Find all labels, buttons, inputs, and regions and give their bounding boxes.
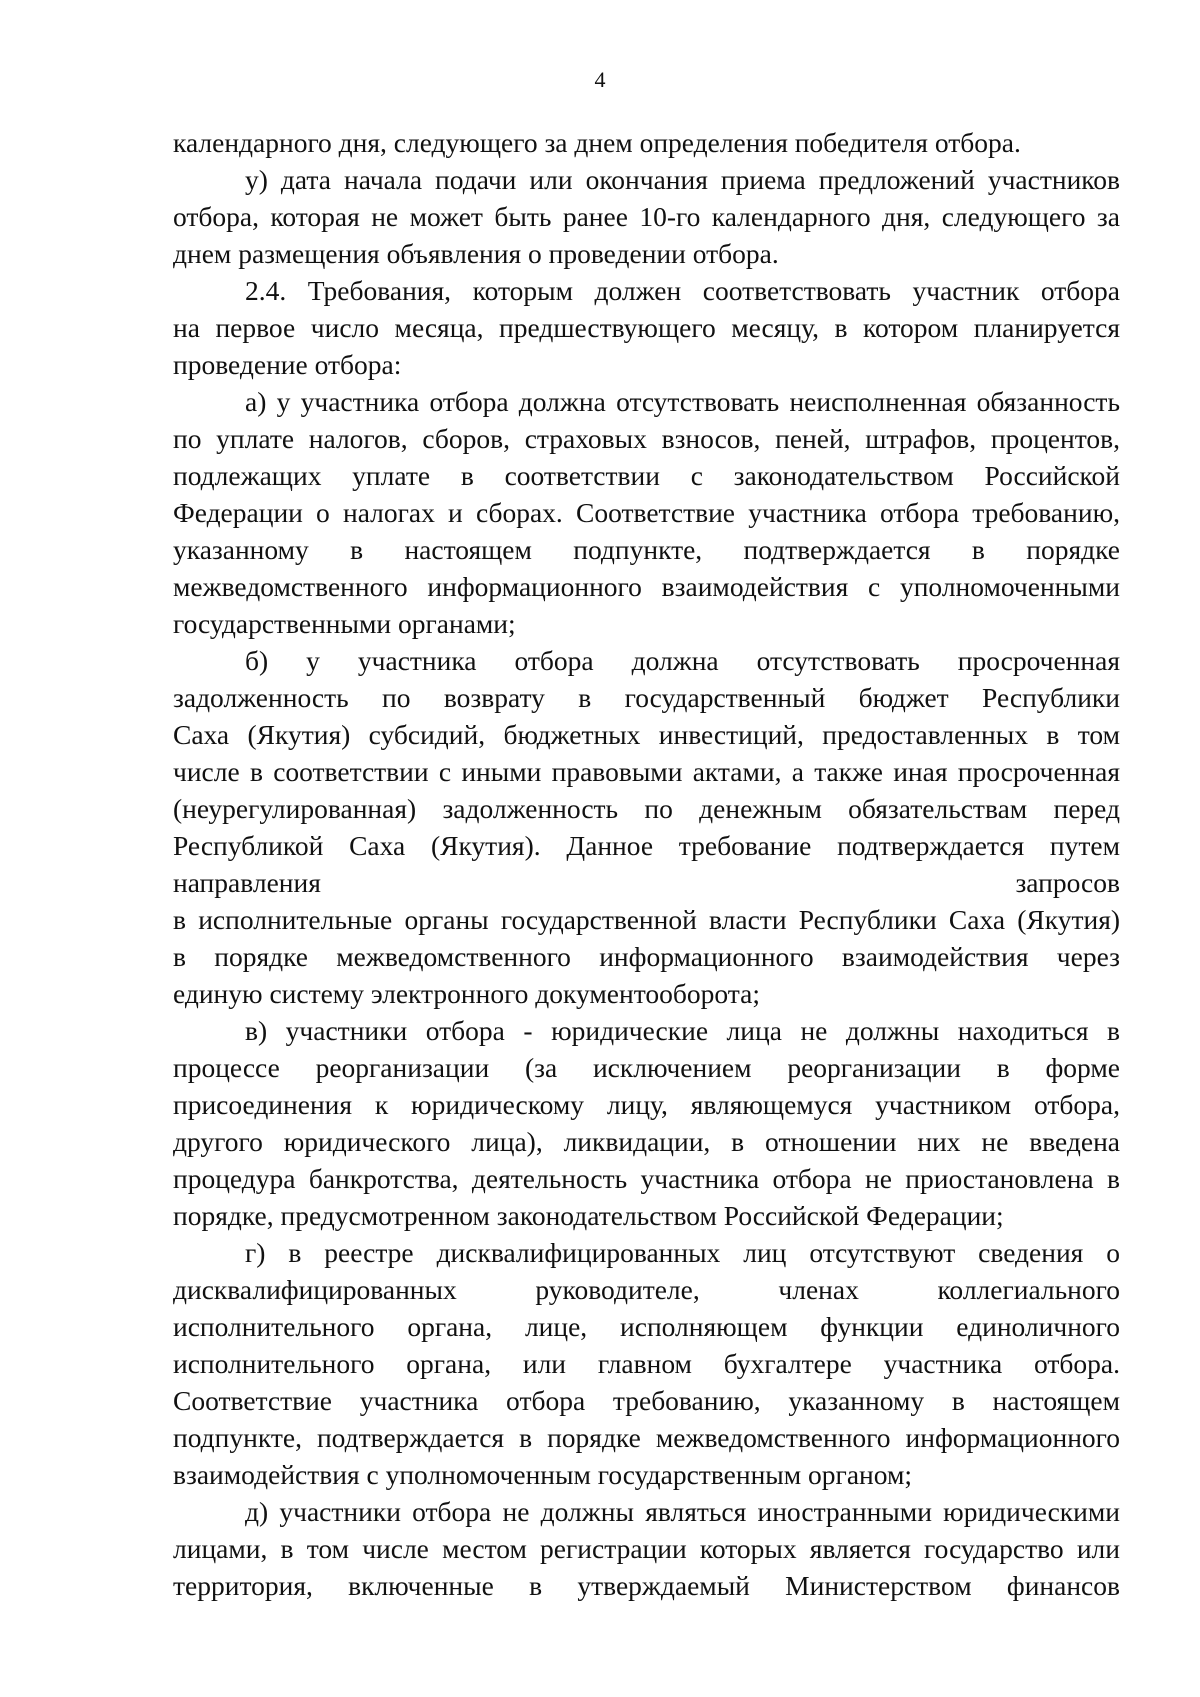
text-line: дисквалифицированных руководителе, членах коллегиального [173, 1274, 1120, 1305]
text-line: территория, включенные в утверждаемый Министерством финансов [173, 1570, 1120, 1601]
text-line: на первое число месяца, предшествующего месяцу, в котором планируется [173, 312, 1120, 343]
text-line: а) у участника отбора должна отсутствовать неисполненная обязанность [245, 386, 1120, 417]
text-line: подлежащих уплате в соответствии с законодательством Российской [173, 460, 1120, 491]
text-line: по уплате налогов, сборов, страховых взносов, пеней, штрафов, процентов, [173, 423, 1120, 454]
text-line: числе в соответствии с иными правовыми актами, а также иная просроченная [173, 756, 1120, 787]
text-line: отбора, которая не может быть ранее 10-го календарного дня, следующего за [173, 201, 1120, 232]
text-line: межведомственного информационного взаимодействия с уполномоченными [173, 571, 1120, 602]
text-line: в порядке межведомственного информационного взаимодействия через [173, 941, 1120, 972]
text-line: подпункте, подтверждается в порядке межведомственного информационного [173, 1422, 1120, 1453]
text-line: исполнительного органа, или главном бухгалтере участника отбора. [173, 1348, 1120, 1379]
text-line: у) дата начала подачи или окончания приема предложений участников [245, 164, 1120, 195]
text-line: процедура банкротства, деятельность участника отбора не приостановлена в [173, 1163, 1120, 1194]
text-line: в исполнительные органы государственной власти Республики Саха (Якутия) [173, 904, 1120, 935]
text-line: Соответствие участника отбора требованию, указанному в настоящем [173, 1385, 1120, 1416]
text-line: в) участники отбора - юридические лица не должны находиться в [245, 1015, 1120, 1046]
page-number: 4 [594, 67, 606, 92]
text-line: лицами, в том числе местом регистрации которых является государство или [173, 1533, 1120, 1564]
text-line: (неурегулированная) задолженность по денежным обязательствам перед [173, 793, 1120, 824]
text-line: порядке, предусмотренном законодательством Российской Федерации; [173, 1200, 1004, 1231]
text-line: г) в реестре дисквалифицированных лиц отсутствуют сведения о [245, 1237, 1120, 1268]
text-line: единую систему электронного документооборота; [173, 978, 760, 1009]
text-line: исполнительного органа, лице, исполняющем функции единоличного [173, 1311, 1120, 1342]
text-line: д) участники отбора не должны являться иностранными юридическими [245, 1496, 1120, 1527]
text-line: Республикой Саха (Якутия). Данное требование подтверждается путем [173, 830, 1120, 861]
document-body [173, 124, 1120, 1604]
text-line: присоединения к юридическому лицу, являющемуся участником отбора, [173, 1089, 1120, 1120]
text-line: б) у участника отбора должна отсутствовать просроченная [245, 645, 1120, 676]
text-line: 2.4. Требования, которым должен соответствовать участник отбора [245, 275, 1120, 306]
text-line: процессе реорганизации (за исключением реорганизации в форме [173, 1052, 1120, 1083]
text-line: Федерации о налогах и сборах. Соответствие участника отбора требованию, [173, 497, 1120, 528]
text-line: указанному в настоящем подпункте, подтверждается в порядке [173, 534, 1120, 565]
text-line: Саха (Якутия) субсидий, бюджетных инвестиций, предоставленных в том [173, 719, 1120, 750]
text-line: другого юридического лица), ликвидации, в отношении них не введена [173, 1126, 1120, 1157]
text-line: календарного дня, следующего за днем определения победителя отбора. [173, 127, 1021, 158]
text-line: задолженность по возврату в государственный бюджет Республики [173, 682, 1120, 713]
text-line: государственными органами; [173, 608, 516, 639]
text-line: днем размещения объявления о проведении отбора. [173, 238, 779, 269]
text-line: направления запросов [173, 867, 1120, 898]
text-line: проведение отбора: [173, 349, 402, 380]
text-line: взаимодействия с уполномоченным государственным органом; [173, 1459, 913, 1490]
